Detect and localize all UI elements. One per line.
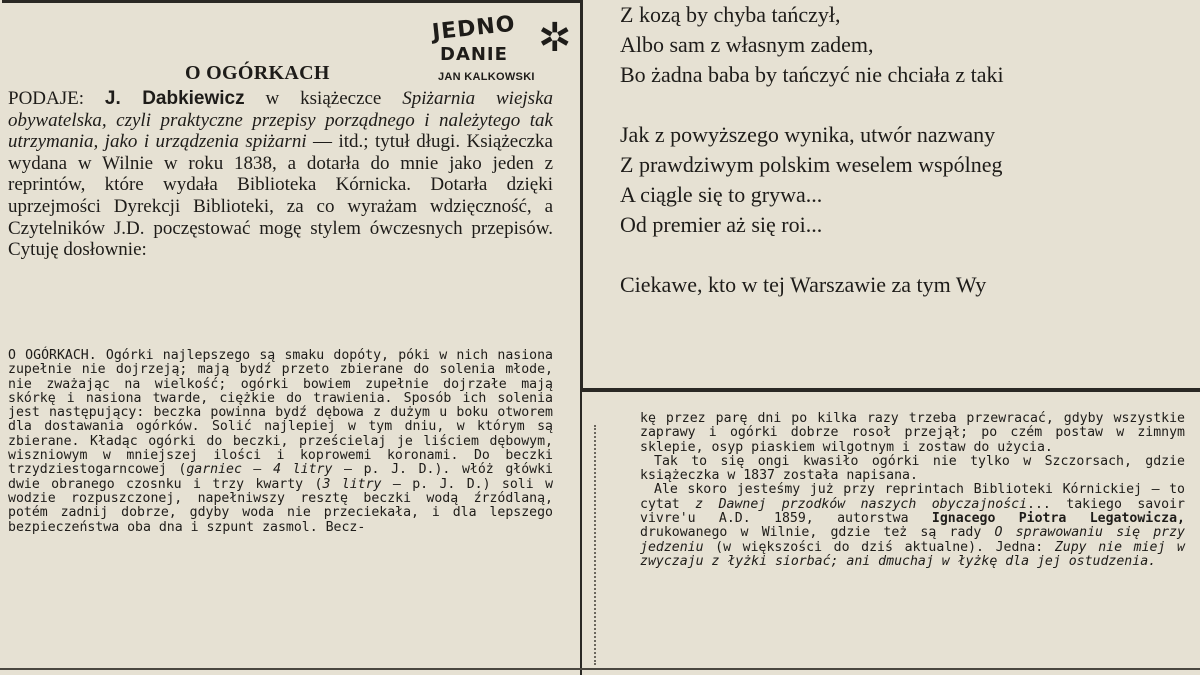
continuation-paragraph: Tak to się ongi kwasiło ogórki nie tylko w Szczorsach, gdzie książeczka w 1837 została napisana.: [640, 453, 1185, 484]
intro-book-title: Spiżarnia wiejska obywatelska, czyli praktyczne przepisy porządnego i należytego tak utrzymania, jako i urządzenia spiżarni: [8, 88, 554, 153]
top-rule: [2, 0, 580, 3]
cited-rule: Zupy nie miej w zwyczaju z łyżki siorbać; ani dmuchaj w łyżkę dla jej ostudzenia.: [640, 539, 1185, 569]
logo-line2: DANIE: [440, 44, 508, 65]
column-logo: [420, 11, 572, 86]
recipe-note-garniec: garniec — 4 litry: [186, 462, 333, 478]
poem-line: A ciągle się to grywa...: [620, 182, 823, 207]
poem-line: Od premier aż się roi...: [620, 212, 823, 237]
logo-line1: JEDNO: [430, 11, 517, 46]
recipe-quote: [8, 349, 553, 535]
intro-text-2: w książeczce: [244, 88, 403, 109]
poem-line: Bo żadna baba by tańczyć nie chciała z taki: [620, 62, 1004, 87]
stanza-gap: [620, 90, 1004, 120]
poem-line: Ciekawe, kto w tej Warszawie za tym Wy: [620, 272, 987, 297]
article-intro: [8, 88, 553, 261]
logo-author: JAN KALKOWSKI: [438, 71, 535, 83]
continuation-text: Ale skoro jesteśmy już przy reprintach Biblioteki Kórnickiej — to cytat: [640, 482, 1185, 512]
stanza-gap: [620, 240, 1004, 270]
logo-flourish-icon: ✲: [538, 15, 572, 60]
poem-line: Z kozą by chyba tańczył,: [620, 2, 841, 27]
poem-line: Jak z powyższego wynika, utwór nazwany: [620, 122, 996, 147]
article-title: O OGÓRKACH: [185, 62, 330, 84]
continuation-paragraph: [640, 483, 1185, 569]
poem-line: Albo sam z własnym zadem,: [620, 32, 874, 57]
article-continuation: [640, 412, 1185, 569]
continuation-text: ... takiego savoir vivre'u A.D. 1859, autorstwa: [640, 496, 1185, 527]
continuation-text: (w większości do dziś aktualne). Jedna:: [703, 539, 1055, 555]
intro-author-name: J. Dabkiewicz: [104, 88, 245, 109]
recipe-note-litry: 3 litry: [322, 476, 382, 492]
cited-book-title: z Dawnej przodków naszych obyczajności: [695, 496, 1028, 512]
intro-text-1: PODAJE:: [8, 88, 105, 109]
column-divider: [594, 425, 598, 665]
cited-author: Ignacego Piotra Legatowicza,: [931, 511, 1185, 527]
continuation-paragraph: kę przez parę dni po kilka razy trzeba przewracać, gdyby wszystkie zaprawy i ogórki dobrze rosoł przejął; po czém postaw w zimnym sklepie, osyp piaskiem wilgotnym i zostaw do użycia.: [640, 411, 1185, 455]
poem-line: Z prawdziwym polskim weselem wspólneg: [620, 152, 1003, 177]
recipe-text-a: O OGÓRKACH. Ogórki najlepszego są smaku dopóty, póki w nich nasiona zupełnie nie dojrzeją; mają bydź przeto zbierane do solenia młode, nie zważając na wielkość; ogórki bowiem zupełnie dojrzałe mają skórkę i nasiona twarde, ciężkie do trawienia. Sposób ich solenia jest następujący: beczka powinna bydź dębowa z dużym u boku otworem dla dostawania ogórków. Solić najlepiej w tym dniu, w którym są zbierane. Kładąc ogórki do beczki, prześcielaj je liściem dębowym, wiszniowym w mniejszej ilości i koprowemi koronami. Do beczki trzydziestogarncowej (: [8, 348, 553, 478]
continuation-text: drukowanego w Wilnie, gdzie też są rady: [640, 525, 995, 541]
intro-text-3: — itd.; tytuł długi. Książeczka wydana w Wilnie w roku 1838, a dotarła do mnie jako jeden z reprintów, które wydała Biblioteka Kórnicka. Dotarła dzięki uprzejmości Dyrekcji Biblioteki, za co wyrażam wdzięczność, a Czytelników J.D. poczęstować mogę stylem ówczesnych przepisów. Cytuję dosłownie:: [8, 131, 553, 261]
bottom-rule: [0, 668, 1200, 670]
recipe-text-b: — p. J. D.). włóż główki dwie obranego czosnku i trzy kwarty (: [8, 462, 553, 492]
cited-chapter-title: O sprawowaniu się przy jedzeniu: [640, 525, 1185, 555]
recipe-text-c: — p. J. D.) soli w wodzie rozpuszczonej, napełniwszy resztę beczki wodą źrzódlaną, potém zadnij dobrze, gdyby woda nie przeciekała, i dla lepszego bezpieczeństwa oba dna i szpunt zasmol. Becz-: [8, 476, 554, 535]
poem: [620, 0, 1004, 300]
